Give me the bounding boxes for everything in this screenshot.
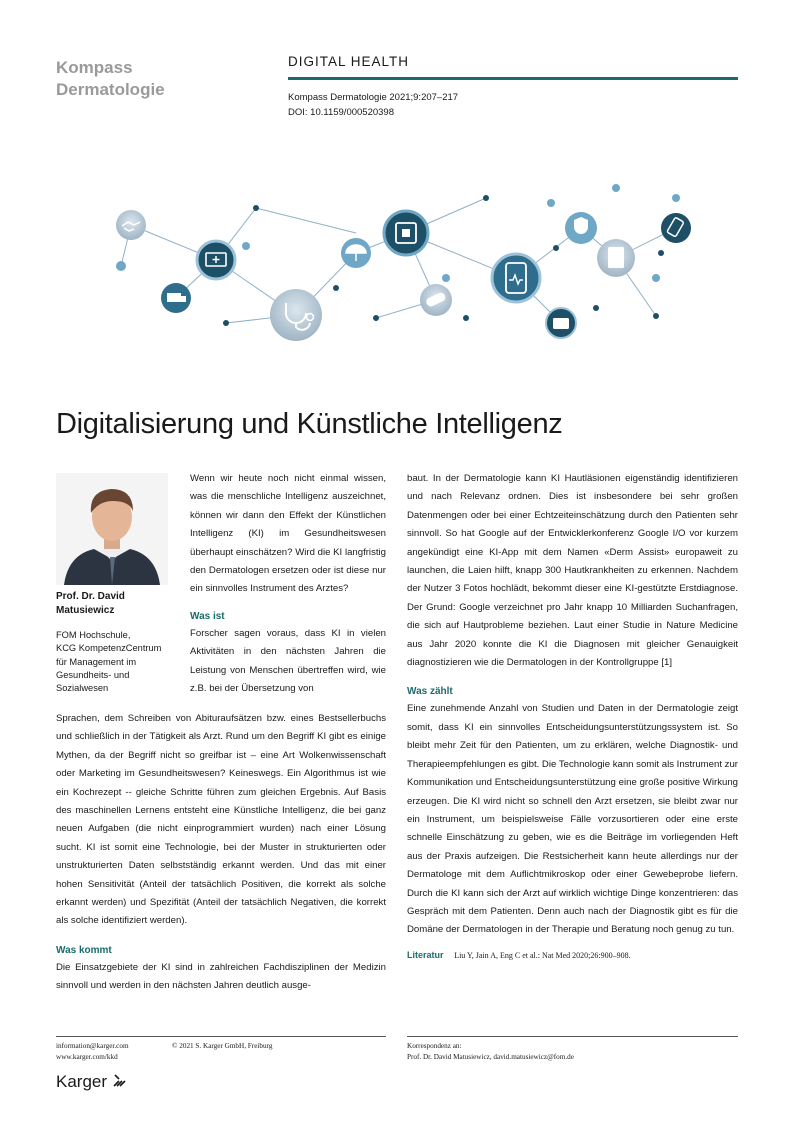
- footer-website[interactable]: www.karger.com/kkd: [56, 1053, 118, 1061]
- heading-was-kommt: Was kommt: [56, 944, 112, 956]
- section-label: DIGITAL HEALTH: [288, 54, 410, 69]
- citation: Kompass Dermatologie 2021;9:207–217 DOI: 10.1159/000520398: [288, 92, 459, 118]
- publisher-logo: [56, 1072, 126, 1092]
- footer-email[interactable]: information@karger.com: [56, 1042, 129, 1050]
- author-photo: [56, 473, 168, 585]
- right-column-paragraph: baut. In der Dermatologie kann KI Hautläsionen eigenständig identifizieren und nach Relevanz ordnen. Dies ist insbesondere bei sehr großen Datenmengen oder bei einer Echtzeiteinschätzung durch den Patienten sehr sinnvoll. So hat Google auf der Entwicklerkonferenz Google I/O vor kurzem angekündigt eine KI-App mit dem Namen «Derm Assist» europaweit zu launchen, die Laien hilft, knapp 300 Hautkrankheiten zu erkennen. Nachdem der Nutzer 3 Fotos hochlädt, bekommt dieser eine KI-gestützte Erstdiagnose. Der Grund: Google verzeichnet pro Jahr knapp 10 Milliarden Suchanfragen, die sich auf Hautprobleme beziehen. Laut einer Studie in Nature Medicine aus Jahr 2020 konnte die KI die Diagnosen mit gleicher Genauigkeit diagnostizieren wie die Dermatologen in der Kontrollgruppe [1]: [407, 473, 738, 669]
- header-rule: [288, 77, 738, 80]
- heading-was-zaehlt: Was zählt: [407, 686, 453, 698]
- article-title: Digitalisierung und Künstliche Intelligenz: [56, 408, 563, 440]
- footer-correspondence: Korrespondenz an: Prof. Dr. David Matusiewicz, david.matusiewicz@fom.de: [407, 1042, 574, 1061]
- footer-rule-right: [407, 1036, 738, 1037]
- was-ist-paragraph-start: Forscher sagen voraus, dass KI in vielen Aktivitäten in den nächsten Jahren die Leistung von Menschen übertreffen wird, wie z.B. bei der Übersetzung von: [190, 627, 386, 695]
- footer-rule-left: [56, 1036, 386, 1037]
- publisher-name: Karger: [56, 1072, 108, 1091]
- literature-label: Literatur: [407, 949, 444, 960]
- footer-copyright: © 2021 S. Karger GmbH, Freiburg: [172, 1042, 273, 1050]
- karger-mark-icon: [112, 1073, 126, 1089]
- journal-name: Kompass Dermatologie: [56, 58, 165, 99]
- digital-health-network-illustration: [96, 178, 696, 358]
- was-ist-paragraph-continued: Sprachen, dem Schreiben von Abituraufsätzen bzw. eines Bestsellerbuchs und schließlich in der Tätigkeit als Arzt. Rund um den Begriff KI gibt es einige Mythen, da der Begriff nicht so greifbar ist – eine Art Wolkenwissenschaft oder Marketing im Gesundheitswesen? Keineswegs. Ein Algorithmus ist wie ein Kochrezept -- gleiche Schritte führen zum gleichen Ergebnis. Auf Basis des maschinellen Lernens entsteht eine Künstliche Intelligenz, die bei ganz neuen Aufgaben (die nicht einprogrammiert wurden) nach einer Lösung sucht. KI ist somit eine Technologie, bei der Muster in strukturierten oder unstrukturierten Daten selbstständig erkannt werden. Und das mit einer hohen Sensitivität (Anteil der tatsächlich Positiven, die korrekt als solche erkannt werden) und Spezifität (Anteil der tatsächlich Negativen, die korrekt als solche identifiziert werden).: [56, 713, 386, 927]
- author-affiliation: FOM Hochschule, KCG KompetenzCentrum für Management im Gesundheits- und Sozialwesen: [56, 630, 162, 694]
- literature: [407, 948, 738, 963]
- intro-paragraph: Wenn wir heute noch nicht einmal wissen, was die menschliche Intelligenz auszeichnet, können wir dann den Effekt der Künstlichen Intelligenz (KI) im Gesundheitswesen überhaupt einschätzen? Wird die KI langfristig den Dermatologen ersetzen oder ist diese nur ein sinnvolles Instrument des Arztes?: [190, 473, 386, 595]
- right-column: [407, 470, 738, 963]
- heading-was-ist: Was ist: [190, 610, 225, 622]
- left-column-narrow: [190, 470, 386, 698]
- left-column-wide: [56, 710, 386, 996]
- was-zaehlt-paragraph: Eine zunehmende Anzahl von Studien und Daten in der Dermatologie zeigt somit, dass KI ein sinnvolles Entscheidungsunterstützungssystem ist. So bleibt mehr Zeit für den Patienten, um zu erklären, welche Diagnostik- und Therapieempfehlungen es gibt. Die Technologie kann somit als Instrument zur Kommunikation und Entscheidungsunterstützung eine große positive Wirkung erzeugen. Die KI wird nicht so schnell den Arzt ersetzen, sie bleibt zwar nur ein Instrument, um beispielsweise Fälle vorzusortieren oder eine erste schnelle Einschätzung zu geben, wie es die Beiträge im vorliegenden Heft aus der Praxis aufzeigen. Die Restsicherheit kann heute allerdings nur der Dermatologe mit dem Auflichtmikroskop oder einer Gewebeprobe liefern. Durch die KI kann sich der Arzt auf wirklich wichtige Dinge konzentrieren: das Gespräch mit dem Patienten. Denn auch nach der Diagnostik gibt es für die Domäne der Dermatologen in der Therapie und Beratung noch genug zu tun.: [407, 703, 738, 936]
- literature-reference: Liu Y, Jain A, Eng C et al.: Nat Med 2020;26:900–908.: [454, 950, 631, 960]
- footer-contact: [56, 1041, 129, 1063]
- author-name: Prof. Dr. David Matusiewicz: [56, 591, 125, 616]
- was-kommt-paragraph: Die Einsatzgebiete der KI sind in zahlreichen Fachdisziplinen der Medizin sinnvoll und werden in den nächsten Jahren deutlich ausge-: [56, 961, 386, 992]
